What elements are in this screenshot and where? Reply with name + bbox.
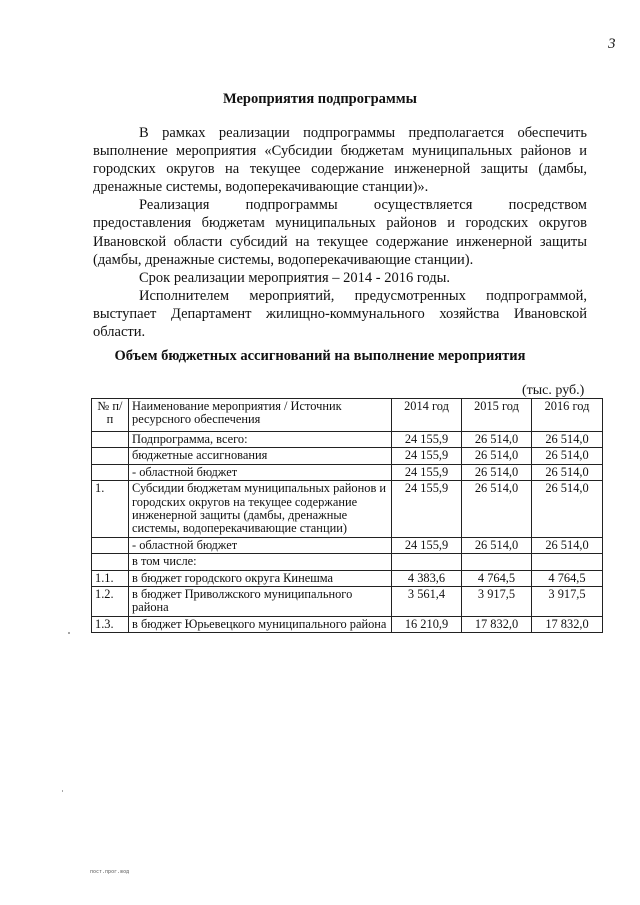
cell-2014: 24 155,9 bbox=[392, 448, 462, 464]
header-2015: 2015 год bbox=[462, 399, 532, 432]
cell-2015: 17 832,0 bbox=[462, 616, 532, 632]
cell-2014: 4 383,6 bbox=[392, 570, 462, 586]
cell-no: 1.1. bbox=[92, 570, 129, 586]
table-row bbox=[92, 587, 603, 617]
cell-2015: 26 514,0 bbox=[462, 481, 532, 538]
paragraph-2: Реализация подпрограммы осуществляется посредством предоставления бюджетам муниципальных районов и городских округов Ивановской области субсидий на текущее содержание инженерной защиты (дамбы, дренажные системы, водоперекачивающие станции). bbox=[93, 197, 587, 268]
cell-2014: 16 210,9 bbox=[392, 616, 462, 632]
table-row bbox=[92, 570, 603, 586]
header-2014: 2014 год bbox=[392, 399, 462, 432]
footer-file-mark: пост.прог.вод bbox=[90, 869, 130, 875]
cell-name: - областной бюджет bbox=[129, 464, 392, 480]
page-number: 3 bbox=[608, 36, 616, 52]
paragraph-4: Исполнителем мероприятий, предусмотренных подпрограммой, выступает Департамент жилищно-коммунального хозяйства Ивановской области. bbox=[93, 287, 587, 341]
cell-no bbox=[92, 554, 129, 570]
cell-2014: 24 155,9 bbox=[392, 537, 462, 553]
cell-no bbox=[92, 464, 129, 480]
table-row bbox=[92, 432, 603, 448]
cell-name: в бюджет Юрьевецкого муниципального района bbox=[129, 616, 392, 632]
cell-2015: 3 917,5 bbox=[462, 587, 532, 617]
budget-table-body bbox=[92, 399, 603, 633]
paragraph-1: В рамках реализации подпрограммы предполагается обеспечить выполнение мероприятия «Субсидии бюджетам муниципальных районов и городских округов на текущее содержание инженерной защиты (дамбы, дренажные системы, водоперекачивающие станции)». bbox=[93, 125, 587, 196]
cell-2014: 24 155,9 bbox=[392, 464, 462, 480]
cell-no bbox=[92, 448, 129, 464]
cell-2016: 26 514,0 bbox=[532, 464, 603, 480]
cell-2015 bbox=[462, 554, 532, 570]
cell-no: 1.3. bbox=[92, 616, 129, 632]
cell-2014: 3 561,4 bbox=[392, 587, 462, 617]
units-label: (тыс. руб.) bbox=[522, 383, 585, 398]
cell-2016: 17 832,0 bbox=[532, 616, 603, 632]
cell-2014: 24 155,9 bbox=[392, 432, 462, 448]
cell-2015: 26 514,0 bbox=[462, 448, 532, 464]
header-2016: 2016 год bbox=[532, 399, 603, 432]
cell-2014 bbox=[392, 554, 462, 570]
cell-name: - областной бюджет bbox=[129, 537, 392, 553]
cell-2016: 3 917,5 bbox=[532, 587, 603, 617]
cell-2015: 26 514,0 bbox=[462, 432, 532, 448]
cell-2016: 4 764,5 bbox=[532, 570, 603, 586]
cell-no: 1. bbox=[92, 481, 129, 538]
table-row bbox=[92, 554, 603, 570]
table-row bbox=[92, 464, 603, 480]
table-row bbox=[92, 537, 603, 553]
table-row bbox=[92, 616, 603, 632]
scan-speck bbox=[62, 790, 63, 792]
cell-name: в бюджет городского округа Кинешма bbox=[129, 570, 392, 586]
cell-2016: 26 514,0 bbox=[532, 481, 603, 538]
cell-2014: 24 155,9 bbox=[392, 481, 462, 538]
cell-name: Подпрограмма, всего: bbox=[129, 432, 392, 448]
budget-table bbox=[91, 398, 603, 633]
cell-name: в бюджет Приволжского муниципального района bbox=[129, 587, 392, 617]
cell-2015: 26 514,0 bbox=[462, 537, 532, 553]
table-header-row bbox=[92, 399, 603, 432]
cell-name: в том числе: bbox=[129, 554, 392, 570]
table-row bbox=[92, 448, 603, 464]
cell-name: бюджетные ассигнования bbox=[129, 448, 392, 464]
cell-2016: 26 514,0 bbox=[532, 432, 603, 448]
cell-no bbox=[92, 432, 129, 448]
body-text bbox=[93, 124, 587, 341]
cell-2016: 26 514,0 bbox=[532, 537, 603, 553]
table-title: Объем бюджетных ассигнований на выполнение мероприятия bbox=[114, 348, 526, 364]
paragraph-3: Срок реализации мероприятия – 2014 - 2016 годы. bbox=[139, 269, 451, 286]
cell-no bbox=[92, 537, 129, 553]
cell-2015: 26 514,0 bbox=[462, 464, 532, 480]
scan-speck bbox=[68, 632, 70, 634]
cell-2016: 26 514,0 bbox=[532, 448, 603, 464]
cell-2016 bbox=[532, 554, 603, 570]
cell-no: 1.2. bbox=[92, 587, 129, 617]
table-row bbox=[92, 481, 603, 538]
cell-2015: 4 764,5 bbox=[462, 570, 532, 586]
cell-name: Субсидии бюджетам муниципальных районов и городских округов на текущее содержание инженерной защиты (дамбы, дренажные системы, водоперекачивающие станции) bbox=[129, 481, 392, 538]
header-name: Наименование мероприятия / Источник ресурсного обеспечения bbox=[129, 399, 392, 432]
header-no: № п/п bbox=[92, 399, 129, 432]
section-title: Мероприятия подпрограммы bbox=[223, 91, 417, 107]
